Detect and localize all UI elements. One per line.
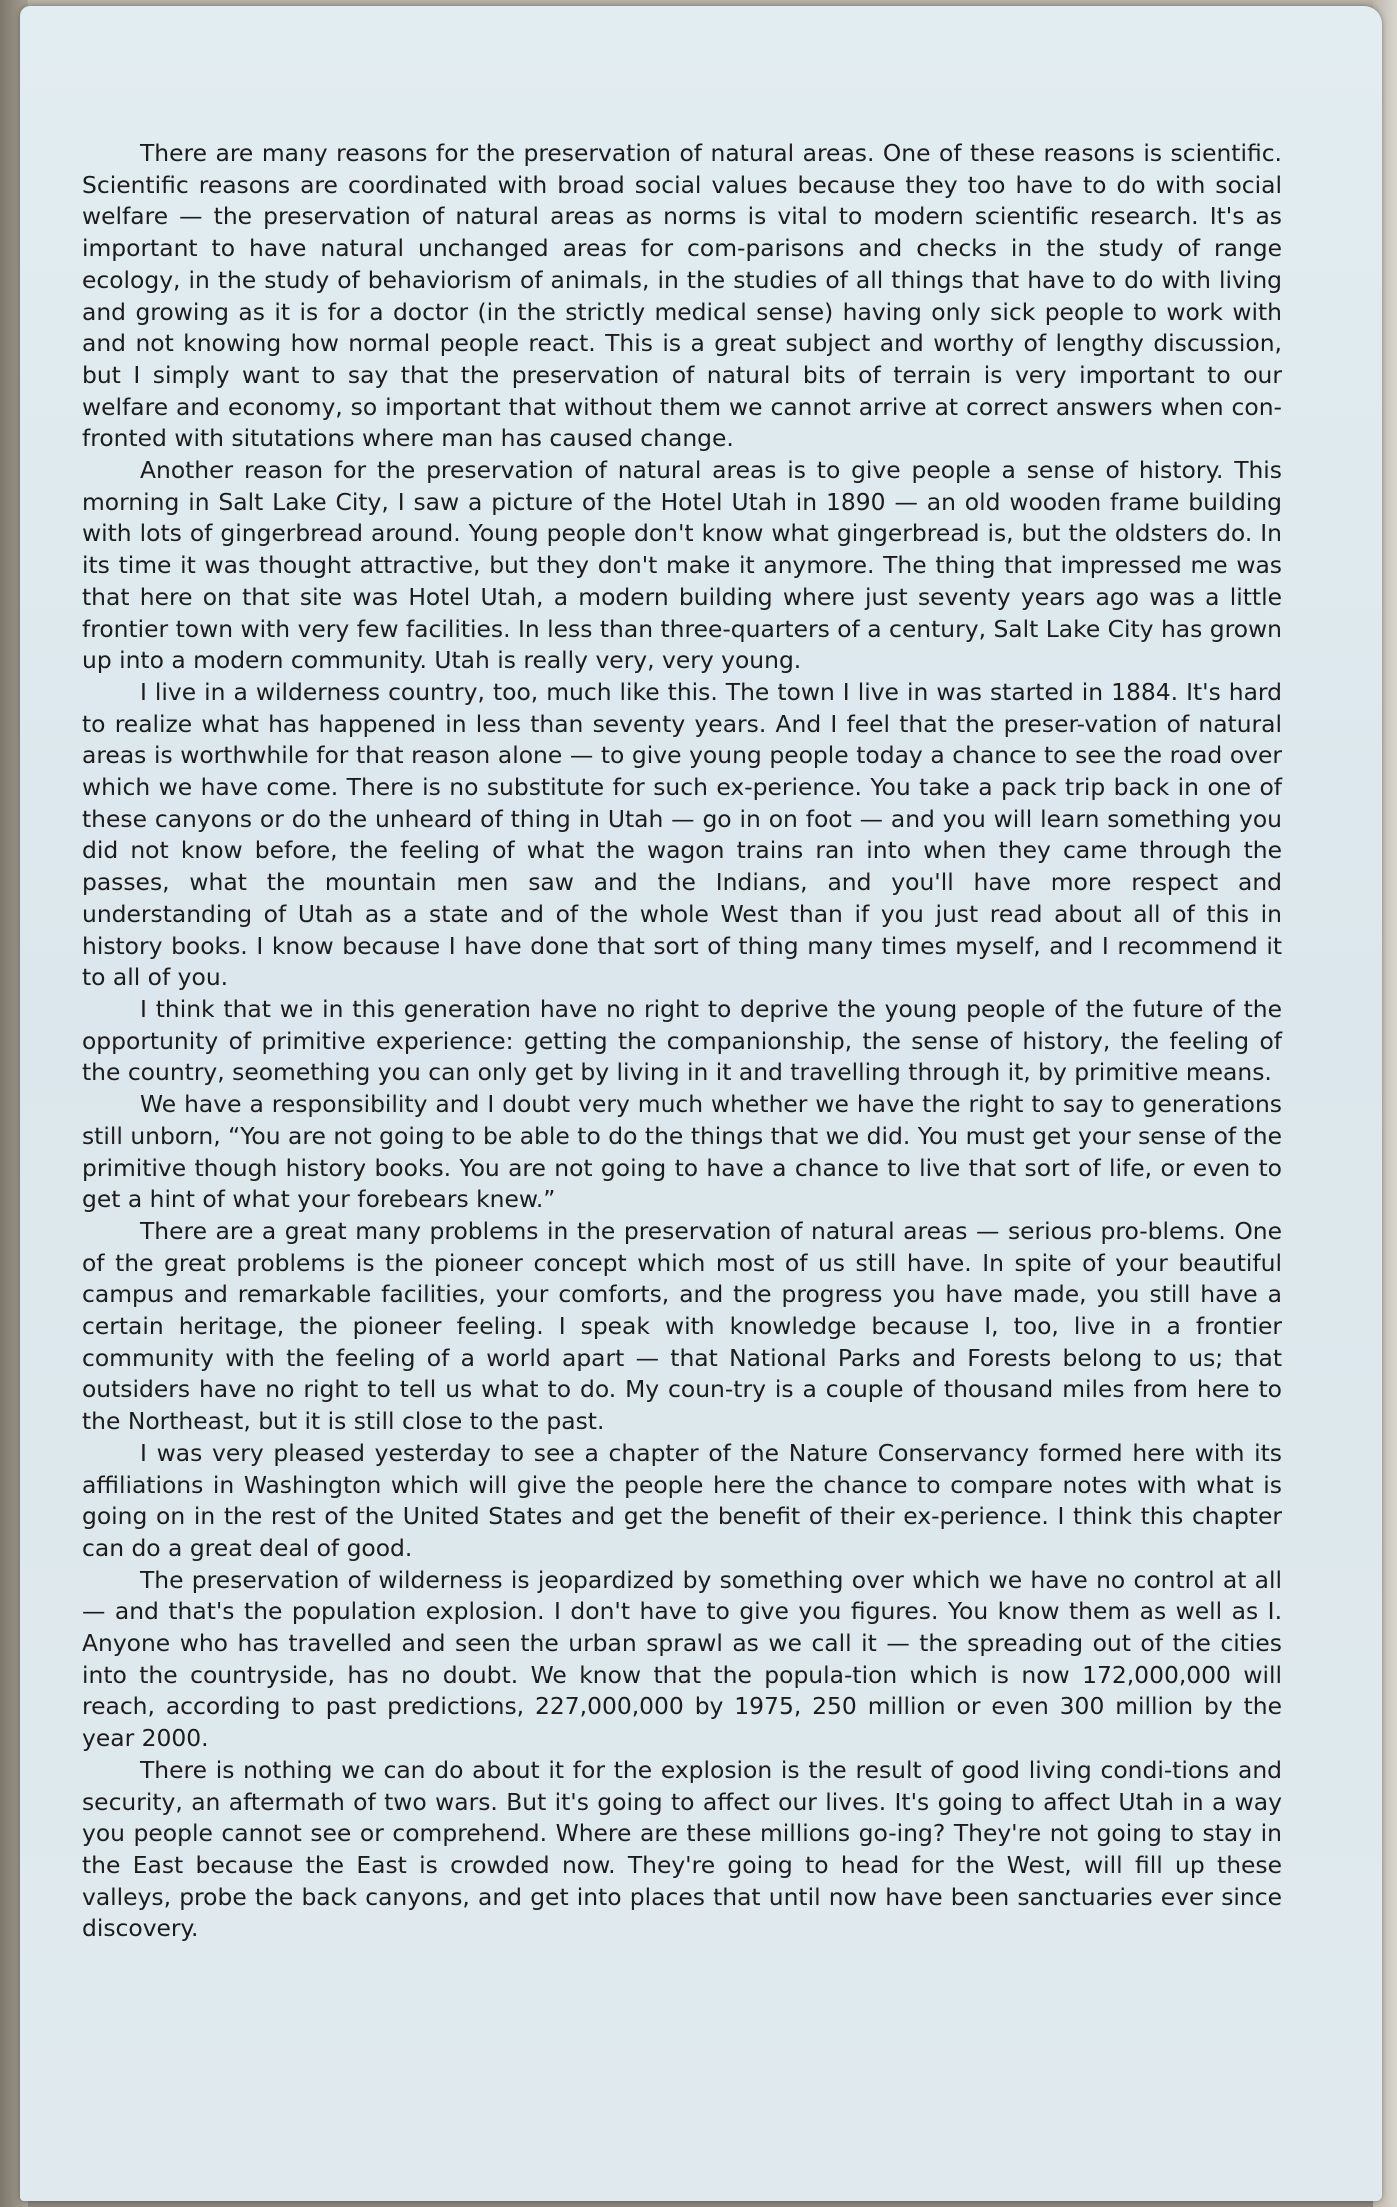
paragraph: There are many reasons for the preservation of natural areas. One of these reasons is scientific. Scientific reasons are coordinated with broad social values because they too have to do with social welfare — the preservation of natural areas as norms is vital to modern scientific research. It's as important to have natural unchanged areas for com-parisons and checks in the study of range ecology, in the study of behaviorism of animals, in the studies of all things that have to do with living and growing as it is for a doctor (in the strictly medical sense) having only sick people to work with and not knowing how normal people react. This is a great subject and worthy of lengthy discussion, but I simply want to say that the preservation of natural bits of terrain is very important to our welfare and economy, so important that without them we cannot arrive at correct answers when con-fronted with situtations where man has caused change. xyxy=(82,139,1282,453)
paragraph: There is nothing we can do about it for the explosion is the result of good living condi-tions and security, an aftermath of two wars. But it's going to affect our lives. It's going to affect Utah in a way you people cannot see or comprehend. Where are these millions go-ing? They're not going to stay in the East because the East is crowded now. They're going to head for the West, will fill up these valleys, probe the back canyons, and get into places that until now have been sanctuaries ever since discovery. xyxy=(82,1755,1282,1943)
paragraph: The preservation of wilderness is jeopardized by something over which we have no control at all — and that's the population explosion. I don't have to give you figures. You know them as well as I. Anyone who has travelled and seen the urban sprawl as we call it — the spreading out of the cities into the countryside, has no doubt. We know that the popula-tion which is now 172,000,000 will reach, according to past predictions, 227,000,000 by 1975, 250 million or even 300 million by the year 2000. xyxy=(82,1565,1282,1753)
paper-sheet xyxy=(20,6,1382,2201)
paragraph: We have a responsibility and I doubt very much whether we have the right to say to generations still unborn, “You are not going to be able to do the things that we did. You must get your sense of the primitive though history books. You are not going to have a chance to live that sort of life, or even to get a hint of what your forebears knew.” xyxy=(82,1090,1282,1214)
paragraph: Another reason for the preservation of natural areas is to give people a sense of history. This morning in Salt Lake City, I saw a picture of the Hotel Utah in 1890 — an old wooden frame building with lots of gingerbread around. Young people don't know what gingerbread is, but the oldsters do. In its time it was thought attractive, but they don't make it anymore. The thing that impressed me was that here on that site was Hotel Utah, a modern building where just seventy years ago was a little frontier town with very few facilities. In less than three-quarters of a century, Salt Lake City has grown up into a modern community. Utah is really very, very young. xyxy=(82,456,1282,675)
paragraph: I was very pleased yesterday to see a chapter of the Nature Conservancy formed here with its affiliations in Washington which will give the people here the chance to compare notes with what is going on in the rest of the United States and get the benefit of their ex-perience. I think this chapter can do a great deal of good. xyxy=(82,1438,1282,1562)
paragraph: There are a great many problems in the preservation of natural areas — serious pro-blems. One of the great problems is the pioneer concept which most of us still have. In spite of your beautiful campus and remarkable facilities, your comforts, and the progress you have made, you still have a certain heritage, the pioneer feeling. I speak with knowledge because I, too, live in a frontier community with the feeling of a world apart — that National Parks and Forests belong to us; that outsiders have no right to tell us what to do. My coun-try is a couple of thousand miles from here to the Northeast, but it is still close to the past. xyxy=(82,1216,1282,1436)
paragraph: I live in a wilderness country, too, much like this. The town I live in was started in 1884. It's hard to realize what has happened in less than seventy years. And I feel that the preser-vation of natural areas is worthwhile for that reason alone — to give young people today a chance to see the road over which we have come. There is no substitute for such ex-perience. You take a pack trip back in one of these canyons or do the unheard of thing in Utah — go in on foot — and you will learn something you did not know before, the feeling of what the wagon trains ran into when they came through the passes, what the mountain men saw and the Indians, and you'll have more respect and understanding of Utah as a state and of the whole West than if you just read about all of this in history books. I know because I have done that sort of thing many times myself, and I recommend it to all of you. xyxy=(82,677,1282,992)
paragraph: I think that we in this generation have no right to deprive the young people of the future of the opportunity of primitive experience: getting the companionship, the sense of history, the feeling of the country, seomething you can only get by living in it and travelling through it, by primitive means. xyxy=(82,994,1282,1087)
body-text xyxy=(82,138,1282,1945)
